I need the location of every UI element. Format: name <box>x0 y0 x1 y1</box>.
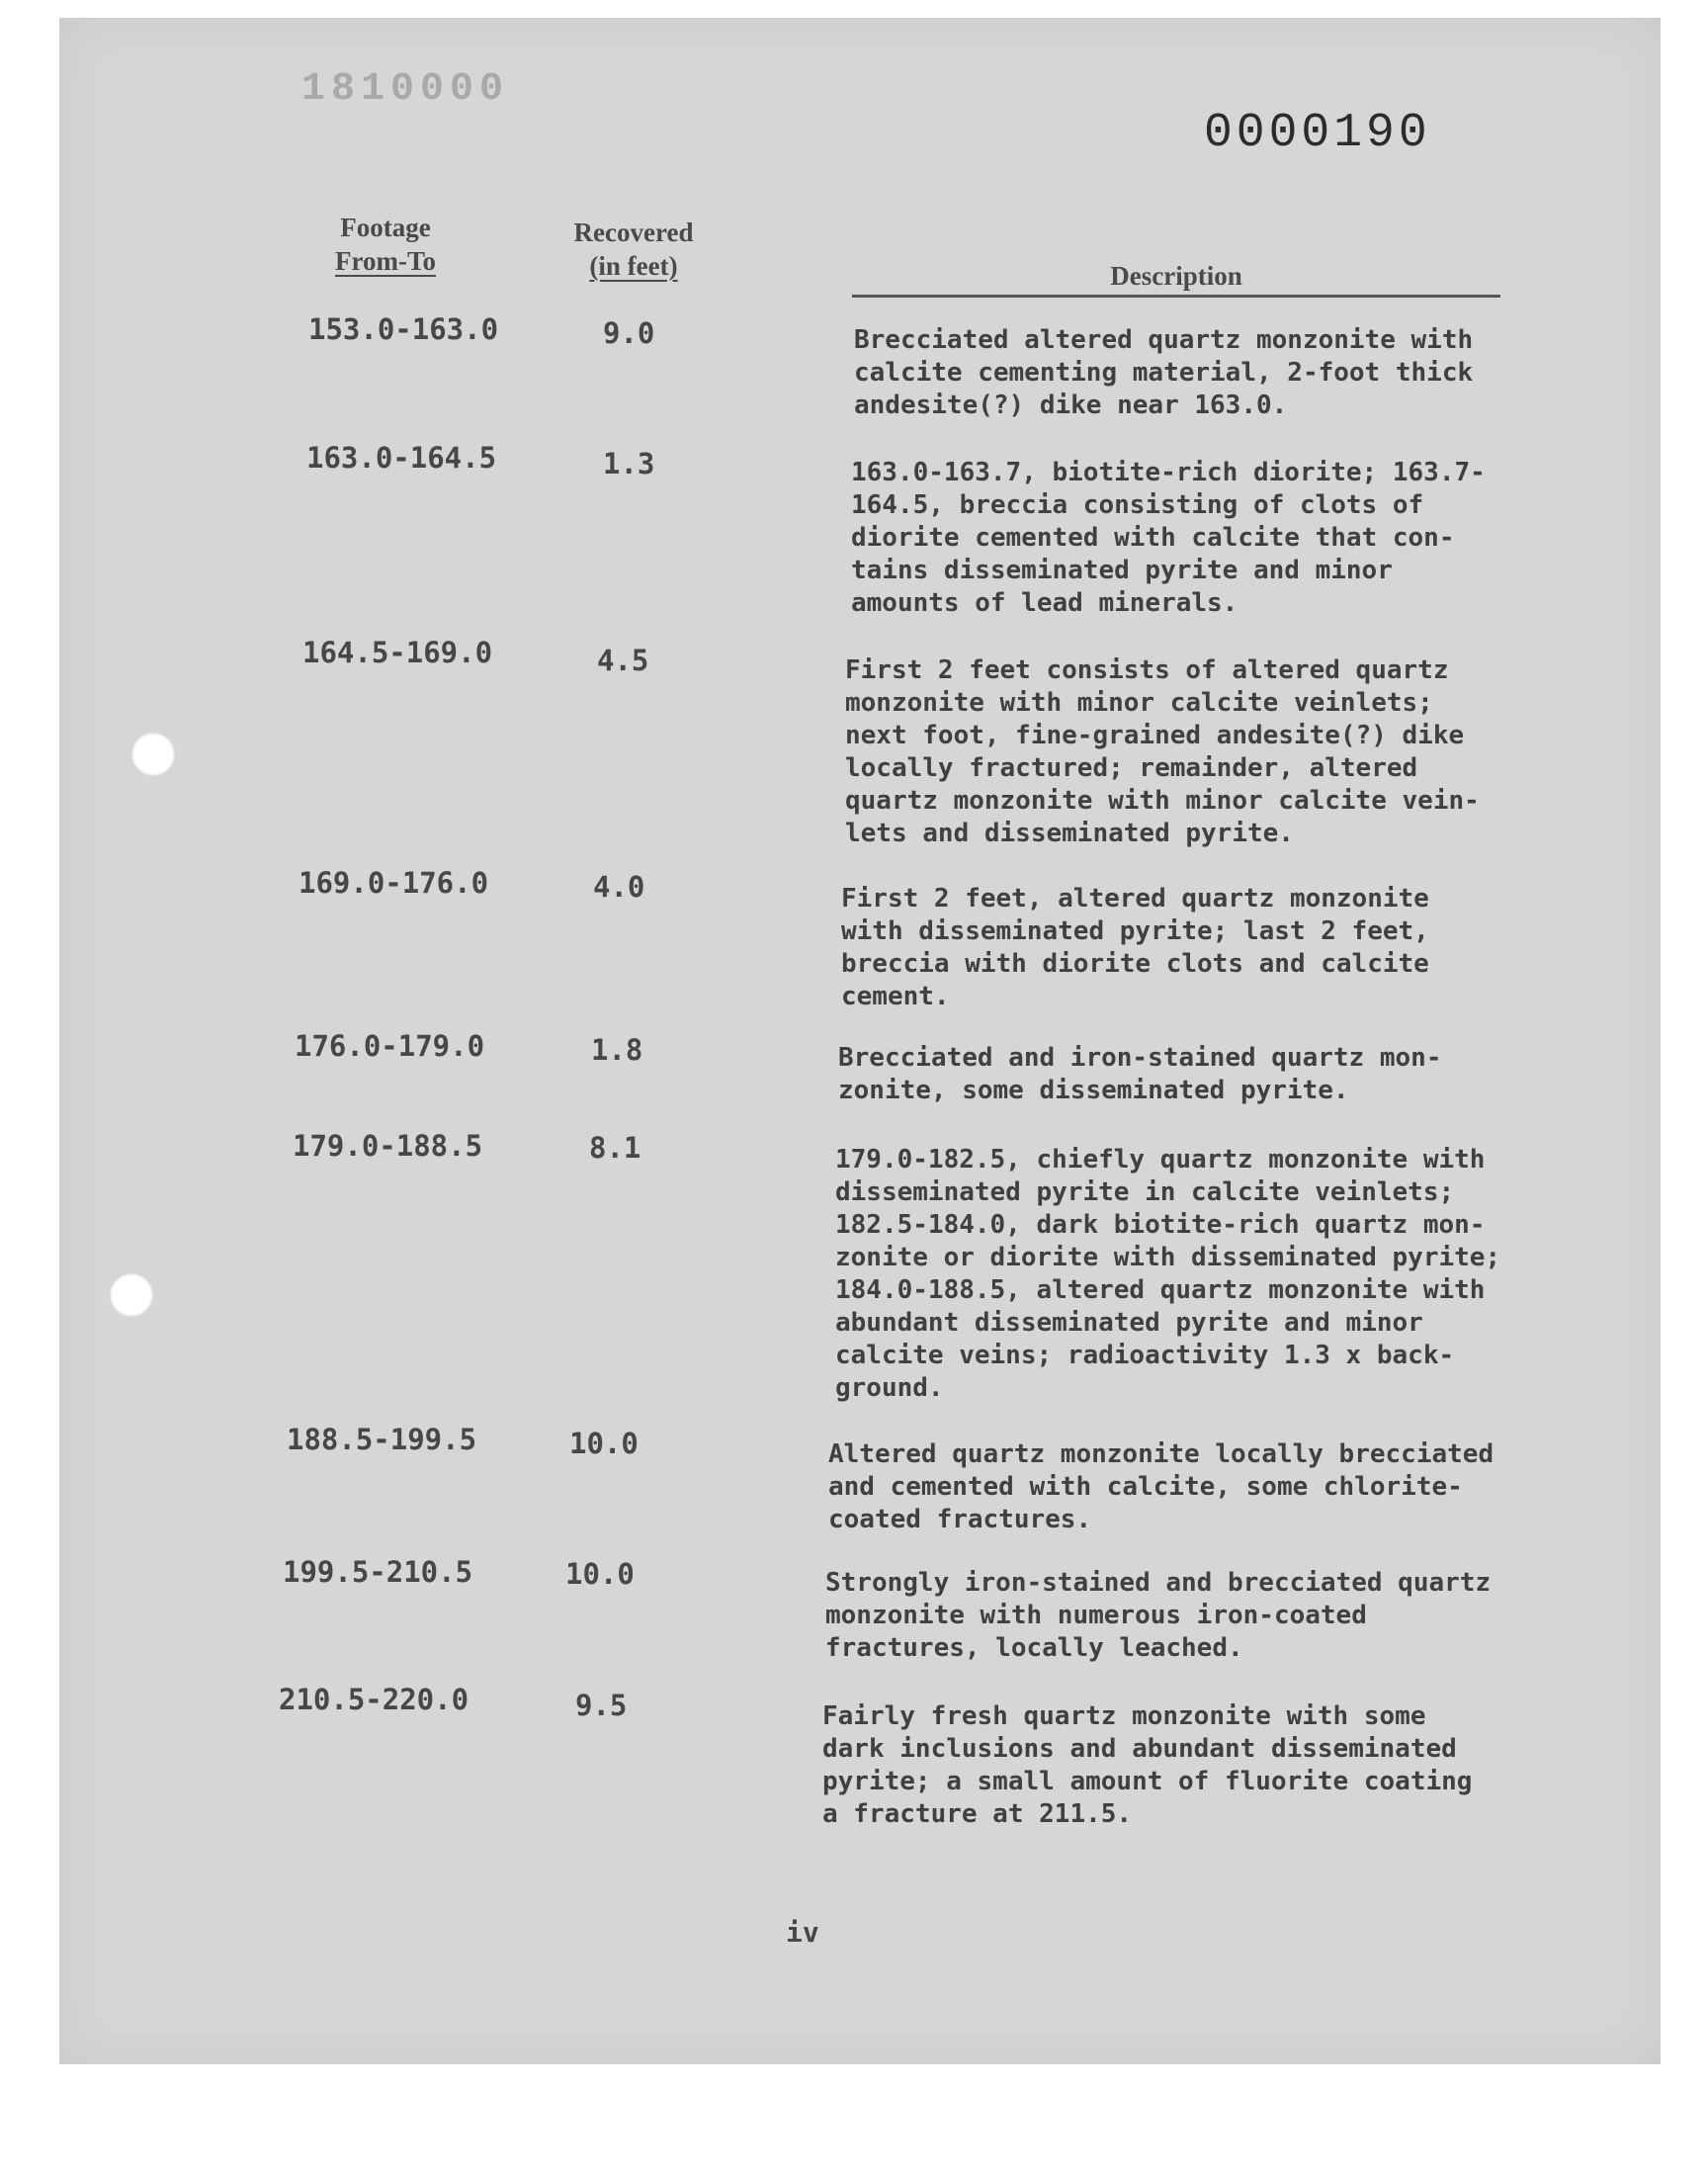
row-recovered: 8.1 <box>589 1131 641 1165</box>
row-footage: 199.5-210.5 <box>283 1555 473 1589</box>
header-footage-line2: From-To <box>334 246 436 276</box>
row-description: Brecciated altered quartz monzonite with calcite cementing material, 2-foot thick andesite(?) dike near 163.0. <box>854 325 1474 420</box>
row-footage: 153.0-163.0 <box>308 312 499 346</box>
row-recovered: 9.0 <box>603 316 655 350</box>
row-recovered: 10.0 <box>569 1427 639 1460</box>
row-recovered: 4.5 <box>597 644 649 677</box>
row-description: 179.0-182.5, chiefly quartz monzonite with disseminated pyrite in calcite veinlets; 182.5-184.0, dark biotite-rich quartz mon- zonite or diorite with disseminated pyrite; 184.0-188.5, altered quartz monzonite with abundant disseminated pyrite and minor calcite veins; radioactivity 1.3 x back- ground. <box>835 1145 1501 1403</box>
row-description: 163.0-163.7, biotite-rich diorite; 163.7- 164.5, breccia consisting of clots of diorite cemented with calcite that con- tains disseminated pyrite and minor amounts of lead minerals. <box>851 458 1486 618</box>
faint-stamp-number: 1810000 <box>301 67 510 112</box>
row-description: Brecciated and iron-stained quartz mon- zonite, some disseminated pyrite. <box>838 1043 1442 1105</box>
row-footage: 169.0-176.0 <box>299 866 489 900</box>
row-description: First 2 feet, altered quartz monzonite with disseminated pyrite; last 2 feet, breccia with diorite clots and calcite cement. <box>841 884 1429 1011</box>
header-footage-line1: Footage <box>340 213 431 242</box>
row-footage: 163.0-164.5 <box>306 441 497 475</box>
header-description: Description <box>852 259 1500 298</box>
header-recovered <box>550 216 718 283</box>
header-recovered-line2: (in feet) <box>589 251 678 281</box>
header-footage <box>316 211 455 278</box>
punch-hole <box>110 1273 153 1317</box>
document-number: 0000190 <box>1204 107 1431 160</box>
row-description: Strongly iron-stained and brecciated quartz monzonite with numerous iron-coated fractures, locally leached. <box>825 1568 1492 1663</box>
row-recovered: 9.5 <box>575 1689 628 1722</box>
row-description: Altered quartz monzonite locally brecciated and cemented with calcite, some chlorite- coated fractures. <box>828 1439 1494 1534</box>
row-recovered: 4.0 <box>593 870 645 904</box>
row-recovered: 1.8 <box>591 1033 643 1067</box>
row-description: Fairly fresh quartz monzonite with some dark inclusions and abundant disseminated pyrite; a small amount of fluorite coating a fracture at 211.5. <box>822 1701 1473 1829</box>
page-number: iv <box>786 1916 819 1949</box>
row-footage: 210.5-220.0 <box>279 1683 470 1716</box>
row-recovered: 10.0 <box>565 1557 635 1591</box>
row-description: First 2 feet consists of altered quartz monzonite with minor calcite veinlets; next foot, fine-grained andesite(?) dike locally fractured; remainder, altered quartz monzonite with minor calcite vein- lets and disseminated pyrite. <box>845 655 1480 848</box>
row-footage: 176.0-179.0 <box>295 1029 485 1063</box>
punch-hole <box>131 733 175 776</box>
row-footage: 188.5-199.5 <box>287 1423 477 1456</box>
row-footage: 179.0-188.5 <box>293 1129 483 1163</box>
row-recovered: 1.3 <box>603 447 655 480</box>
row-footage: 164.5-169.0 <box>302 636 493 669</box>
header-recovered-line1: Recovered <box>573 218 694 247</box>
